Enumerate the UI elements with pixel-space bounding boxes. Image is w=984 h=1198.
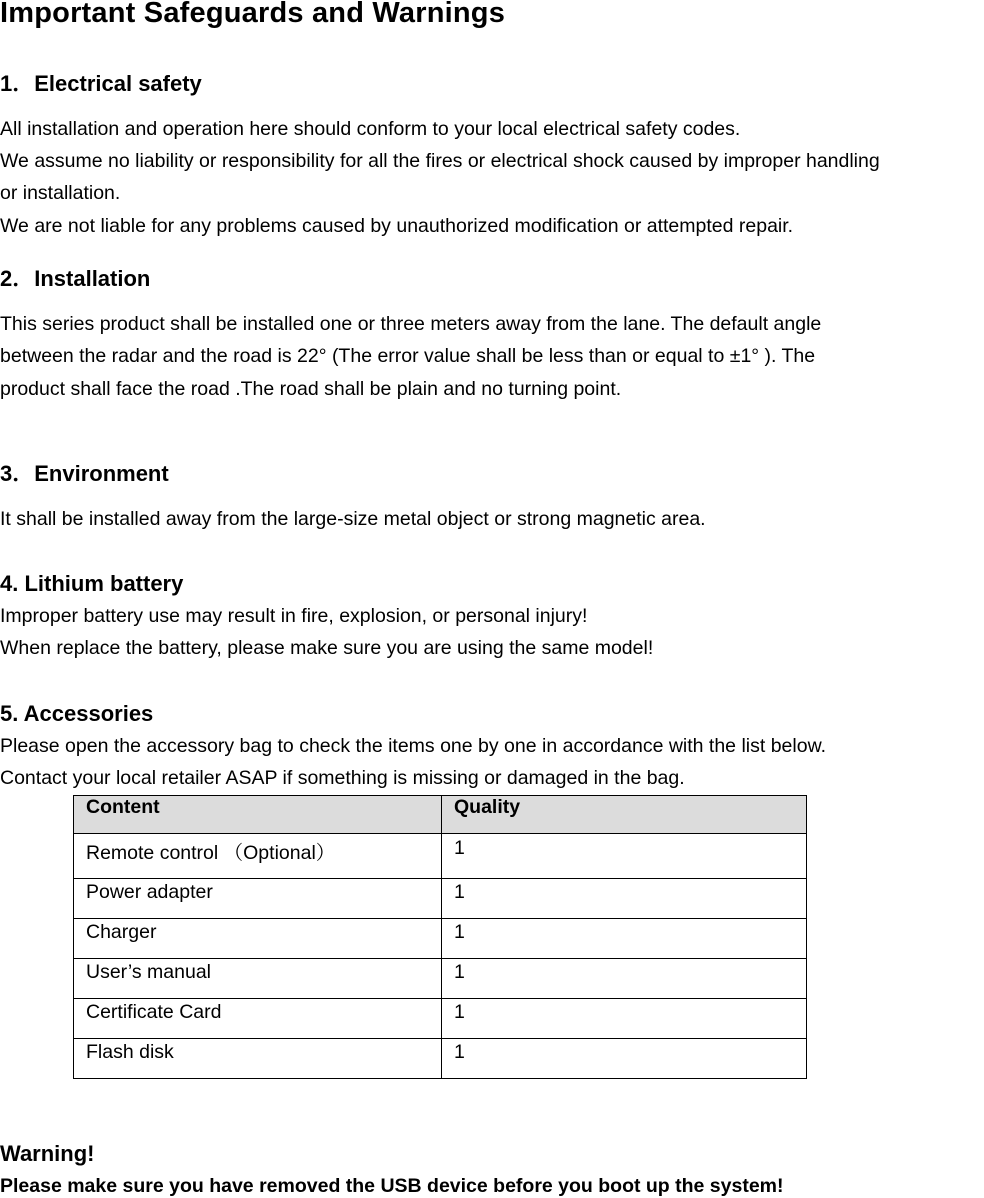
accessories-line-2: Contact your local retailer ASAP if something is missing or damaged in the bag.: [0, 767, 685, 789]
table-row: [74, 919, 807, 959]
battery-line-2: When replace the battery, please make sure you are using the same model!: [0, 637, 654, 659]
electrical-line-1: All installation and operation here should conform to your local electrical safety codes.: [0, 118, 741, 140]
installation-line-2: between the radar and the road is 22° (The error value shall be less than or equal to ±1° ). The: [0, 345, 816, 367]
cell-quality: 1: [442, 959, 807, 999]
warning-text: Please make sure you have removed the USB device before you boot up the system!: [0, 1175, 784, 1197]
header-content: Content: [74, 796, 442, 834]
cell-content: Remote control （Optional）: [74, 834, 442, 879]
table-header-row: [74, 796, 807, 834]
electrical-line-3: or installation.: [0, 182, 121, 204]
table-row: [74, 999, 807, 1039]
cell-quality: 1: [442, 834, 807, 879]
cell-quality: 1: [442, 879, 807, 919]
warning-heading: Warning!: [0, 1141, 95, 1166]
electrical-line-4: We are not liable for any problems caused by unauthorized modification or attempted repair.: [0, 215, 794, 237]
section-heading-lithium-battery: 4. Lithium battery: [0, 571, 184, 596]
installation-line-1: This series product shall be installed one or three meters away from the lane. The default angle: [0, 313, 822, 335]
page-title: Important Safeguards and Warnings: [0, 0, 506, 29]
cell-content: Flash disk: [74, 1039, 442, 1079]
header-quality: Quality: [442, 796, 807, 834]
table-row: [74, 834, 807, 879]
table-row: [74, 1039, 807, 1079]
cell-content: User’s manual: [74, 959, 442, 999]
environment-line-1: It shall be installed away from the large-size metal object or strong magnetic area.: [0, 508, 706, 530]
section-heading-installation: 2．Installation: [0, 266, 151, 291]
cell-content: Certificate Card: [74, 999, 442, 1039]
section-heading-environment: 3．Environment: [0, 461, 169, 486]
table-row: [74, 959, 807, 999]
accessories-line-1: Please open the accessory bag to check the items one by one in accordance with the list below.: [0, 735, 826, 757]
cell-quality: 1: [442, 999, 807, 1039]
cell-quality: 1: [442, 1039, 807, 1079]
cell-quality: 1: [442, 919, 807, 959]
table-row: [74, 879, 807, 919]
cell-content: Charger: [74, 919, 442, 959]
section-heading-electrical-safety: 1．Electrical safety: [0, 71, 202, 96]
cell-content: Power adapter: [74, 879, 442, 919]
section-heading-accessories: 5. Accessories: [0, 701, 154, 726]
electrical-line-2: We assume no liability or responsibility for all the fires or electrical shock caused by improper handling: [0, 150, 880, 172]
battery-line-1: Improper battery use may result in fire, explosion, or personal injury!: [0, 605, 588, 627]
installation-line-3: product shall face the road .The road shall be plain and no turning point.: [0, 378, 622, 400]
accessories-table: [73, 795, 807, 1079]
